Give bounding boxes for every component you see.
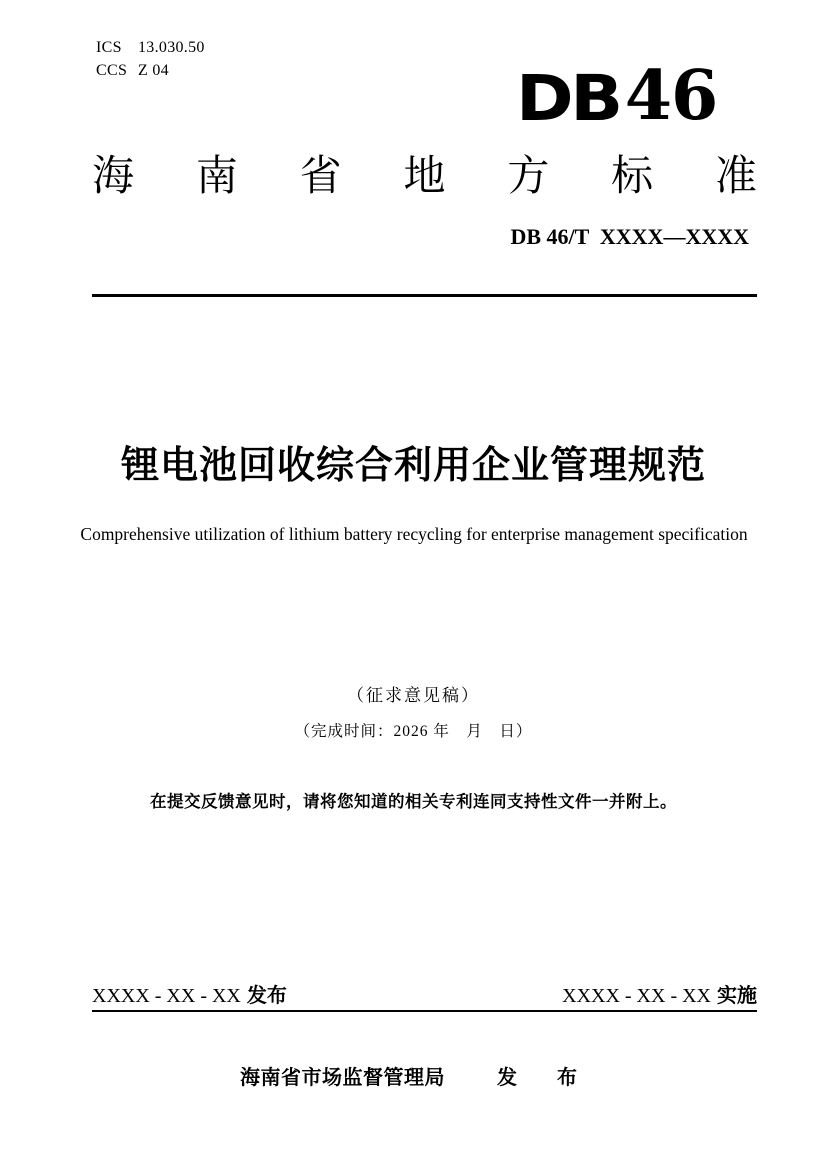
- header-divider-line: [92, 294, 757, 297]
- standard-type-name-char: 地: [403, 152, 446, 199]
- issue-date-label: 发布: [246, 985, 287, 1007]
- standard-type-name-char: 标: [611, 152, 654, 199]
- db46-logo: [516, 56, 718, 136]
- issue-date-group: [92, 984, 287, 1008]
- implementation-date-group: [562, 984, 757, 1008]
- ccs-code-row: [96, 59, 205, 82]
- draft-status-note: （征求意见稿）: [347, 686, 480, 705]
- db-logo-letters: DB: [516, 60, 620, 136]
- standard-type-name-char: 准: [714, 152, 757, 199]
- title-chinese: 锂电池回收综合利用企业管理规范: [120, 445, 706, 487]
- publisher-name: 海南省市场监督管理局: [240, 1067, 445, 1089]
- patent-feedback-note: 在提交反馈意见时，请将您知道的相关专利连同支持性文件一并附上。: [150, 793, 677, 811]
- standard-type-name-char: 海: [92, 152, 135, 199]
- standard-type-name-char: 省: [299, 152, 342, 199]
- ics-value: 13.030.50: [138, 39, 205, 56]
- ccs-value: Z 04: [138, 62, 169, 79]
- ics-code-row: [96, 36, 205, 59]
- db-logo-region-number: 46: [624, 56, 718, 136]
- completion-date-note: （完成时间：2026 年 月 日）: [294, 723, 533, 740]
- standard-document-number: DB 46/T XXXX—XXXX: [510, 224, 749, 249]
- title-english: Comprehensive utilization of lithium battery recycling for enterprise management specification: [80, 524, 748, 544]
- standard-type-name: [92, 152, 757, 199]
- ics-label: ICS: [96, 39, 122, 56]
- issue-date: XXXX - XX - XX: [92, 985, 241, 1007]
- publish-action-label: 发 布: [497, 1067, 587, 1089]
- implementation-date: XXXX - XX - XX: [562, 985, 711, 1007]
- publisher-line: [0, 1066, 827, 1090]
- issue-implementation-dates: [92, 984, 757, 1008]
- standard-type-name-char: 南: [195, 152, 238, 199]
- footer-divider-line: [92, 1010, 757, 1012]
- implementation-date-label: 实施: [717, 985, 757, 1007]
- classification-codes: [96, 36, 205, 82]
- standard-type-name-char: 方: [507, 152, 550, 199]
- ccs-label: CCS: [96, 62, 128, 79]
